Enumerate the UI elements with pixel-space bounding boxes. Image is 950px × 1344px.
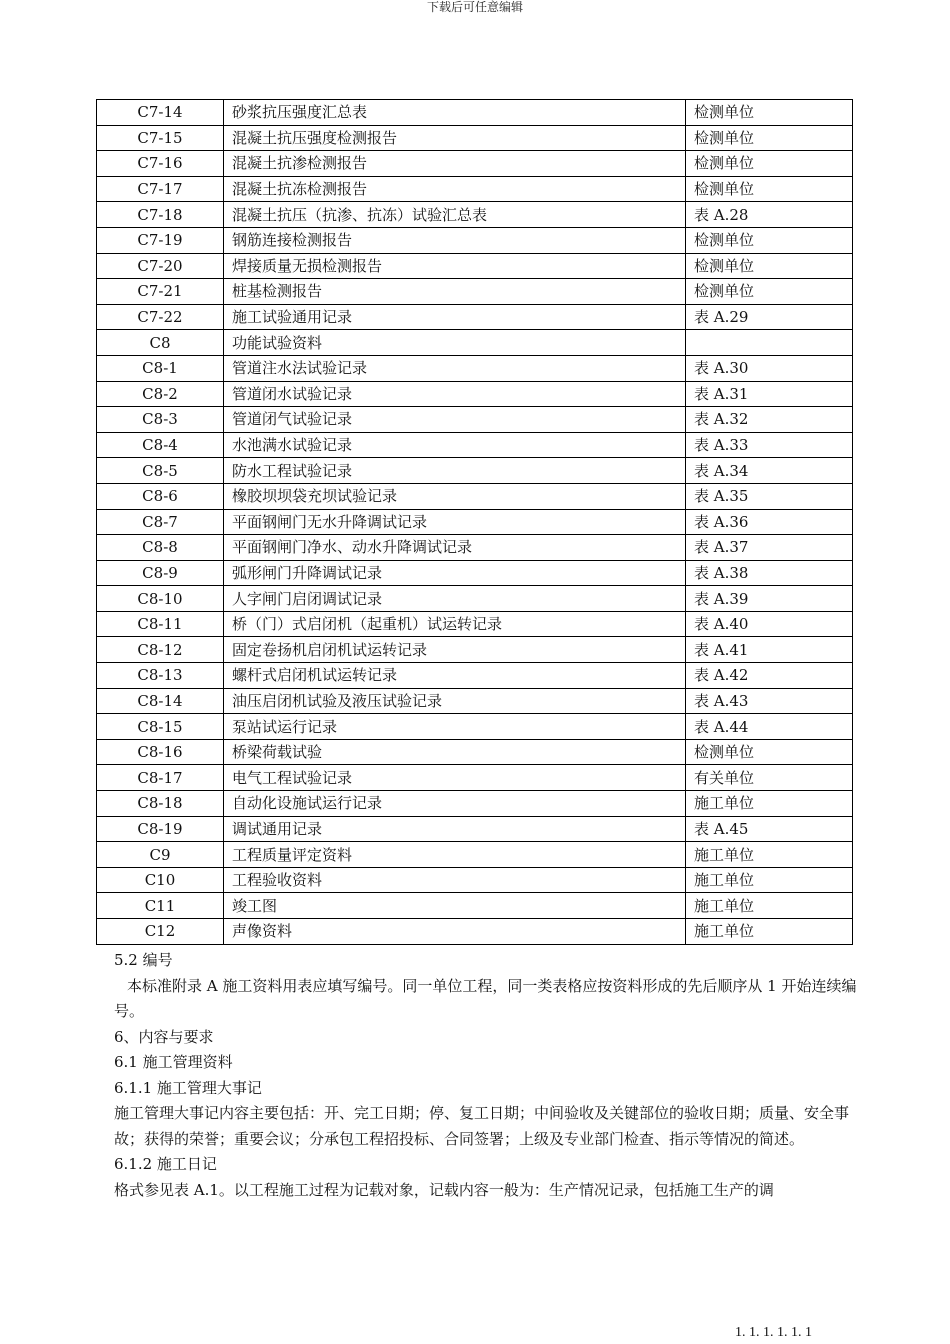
name-cell: 竣工图 [224,893,686,919]
name-cell: 混凝土抗渗检测报告 [224,151,686,177]
reference-cell: 检测单位 [686,279,853,305]
name-cell: 砂浆抗压强度汇总表 [224,100,686,126]
code-cell: C8-7 [97,509,224,535]
table-row [97,381,853,407]
code-cell: C9 [97,842,224,868]
name-cell: 焊接质量无损检测报告 [224,253,686,279]
code-cell: C8-3 [97,407,224,433]
reference-cell: 表 A.45 [686,816,853,842]
reference-cell: 检测单位 [686,176,853,202]
code-cell: C7-19 [97,227,224,253]
code-cell: C8-12 [97,637,224,663]
name-cell: 施工试验通用记录 [224,304,686,330]
page-number: 1. 1. 1. 1. 1. 1 [735,1325,812,1340]
reference-cell: 检测单位 [686,125,853,151]
name-cell: 混凝土抗压强度检测报告 [224,125,686,151]
reference-cell: 表 A.31 [686,381,853,407]
reference-cell: 表 A.29 [686,304,853,330]
table-row [97,739,853,765]
table-row [97,125,853,151]
code-cell: C7-14 [97,100,224,126]
table-row [97,253,853,279]
reference-cell: 检测单位 [686,227,853,253]
code-cell: C7-17 [97,176,224,202]
table-row [97,407,853,433]
name-cell: 桩基检测报告 [224,279,686,305]
code-cell: C8-13 [97,663,224,689]
reference-cell: 表 A.40 [686,611,853,637]
name-cell: 桥梁荷载试验 [224,739,686,765]
reference-cell: 表 A.36 [686,509,853,535]
catalog-table-body [97,100,853,945]
table-row [97,791,853,817]
table-row [97,202,853,228]
table-row [97,151,853,177]
name-cell: 工程验收资料 [224,867,686,893]
name-cell: 油压启闭机试验及液压试验记录 [224,688,686,714]
code-cell: C11 [97,893,224,919]
code-cell: C7-21 [97,279,224,305]
name-cell: 橡胶坝坝袋充坝试验记录 [224,483,686,509]
code-cell: C7-20 [97,253,224,279]
name-cell: 平面钢闸门净水、动水升降调试记录 [224,535,686,561]
table-row [97,688,853,714]
code-cell: C12 [97,919,224,945]
reference-cell: 检测单位 [686,151,853,177]
name-cell: 管道闭水试验记录 [224,381,686,407]
table-row [97,560,853,586]
name-cell: 弧形闸门升降调试记录 [224,560,686,586]
table-row [97,816,853,842]
code-cell: C8-18 [97,791,224,817]
name-cell: 管道注水法试验记录 [224,355,686,381]
code-cell: C8-10 [97,586,224,612]
reference-cell: 表 A.38 [686,560,853,586]
page-header: 下载后可任意编辑 [426,0,523,14]
table-row [97,611,853,637]
reference-cell: 表 A.34 [686,458,853,484]
reference-cell: 表 A.41 [686,637,853,663]
table-row [97,304,853,330]
name-cell: 固定卷扬机启闭机试运转记录 [224,637,686,663]
code-cell: C7-22 [97,304,224,330]
table-row [97,176,853,202]
code-cell: C8-15 [97,714,224,740]
reference-cell: 施工单位 [686,893,853,919]
section-heading-6: 6、内容与要求 [114,1027,214,1046]
code-cell: C8-16 [97,739,224,765]
reference-cell: 检测单位 [686,253,853,279]
table-row [97,100,853,126]
reference-cell: 施工单位 [686,842,853,868]
section-heading-5-2: 5.2 编号 [114,951,173,969]
name-cell: 平面钢闸门无水升降调试记录 [224,509,686,535]
code-cell: C8-1 [97,355,224,381]
code-cell: C8-19 [97,816,224,842]
reference-cell: 施工单位 [686,867,853,893]
document-catalog-table [96,99,853,945]
body-text [114,948,862,1203]
table-row [97,227,853,253]
table-row [97,663,853,689]
table-row [97,893,853,919]
table-row [97,509,853,535]
reference-cell: 表 A.43 [686,688,853,714]
code-cell: C7-15 [97,125,224,151]
section-text-6-1-1: 施工管理大事记内容主要包括：开、完工日期；停、复工日期；中间验收及关键部位的验收日期；质量、安全事故；获得的荣誉；重要会议；分承包工程招投标、合同签署；上级及专业部门检查、指示等情况的简述。 [114,1104,850,1148]
section-text-5-2: 本标准附录 A 施工资料用表应填写编号。同一单位工程，同一类表格应按资料形成的先后顺序从 1 开始连续编号。 [114,976,857,1020]
table-row [97,637,853,663]
code-cell: C8 [97,330,224,356]
table-row [97,330,853,356]
reference-cell: 有关单位 [686,765,853,791]
name-cell: 功能试验资料 [224,330,686,356]
reference-cell: 表 A.33 [686,432,853,458]
reference-cell: 表 A.39 [686,586,853,612]
code-cell: C8-8 [97,535,224,561]
reference-cell: 表 A.44 [686,714,853,740]
reference-cell [686,330,853,356]
reference-cell: 表 A.42 [686,663,853,689]
table-row [97,483,853,509]
name-cell: 螺杆式启闭机试运转记录 [224,663,686,689]
table-row [97,919,853,945]
name-cell: 调试通用记录 [224,816,686,842]
reference-cell: 施工单位 [686,919,853,945]
table-row [97,535,853,561]
code-cell: C7-18 [97,202,224,228]
code-cell: C8-14 [97,688,224,714]
table-row [97,279,853,305]
table-row [97,586,853,612]
code-cell: C10 [97,867,224,893]
reference-cell: 表 A.30 [686,355,853,381]
code-cell: C8-2 [97,381,224,407]
name-cell: 混凝土抗冻检测报告 [224,176,686,202]
code-cell: C8-17 [97,765,224,791]
name-cell: 电气工程试验记录 [224,765,686,791]
section-heading-6-1: 6.1 施工管理资料 [114,1053,233,1071]
name-cell: 声像资料 [224,919,686,945]
table-row [97,765,853,791]
table-row [97,714,853,740]
section-text-6-1-2: 格式参见表 A.1。以工程施工过程为记载对象，记载内容一般为：生产情况记录，包括施工生产的调 [114,1180,774,1199]
table-row [97,432,853,458]
code-cell: C8-6 [97,483,224,509]
name-cell: 混凝土抗压（抗渗、抗冻）试验汇总表 [224,202,686,228]
code-cell: C8-5 [97,458,224,484]
table-row [97,458,853,484]
reference-cell: 表 A.32 [686,407,853,433]
reference-cell: 施工单位 [686,791,853,817]
name-cell: 泵站试运行记录 [224,714,686,740]
reference-cell: 表 A.28 [686,202,853,228]
name-cell: 管道闭气试验记录 [224,407,686,433]
table-row [97,842,853,868]
code-cell: C8-9 [97,560,224,586]
reference-cell: 表 A.35 [686,483,853,509]
section-heading-6-1-2: 6.1.2 施工日记 [114,1155,217,1173]
reference-cell: 检测单位 [686,100,853,126]
table-row [97,355,853,381]
reference-cell: 检测单位 [686,739,853,765]
name-cell: 自动化设施试运行记录 [224,791,686,817]
section-heading-6-1-1: 6.1.1 施工管理大事记 [114,1078,262,1097]
table-row [97,867,853,893]
name-cell: 水池满水试验记录 [224,432,686,458]
code-cell: C8-4 [97,432,224,458]
name-cell: 桥（门）式启闭机（起重机）试运转记录 [224,611,686,637]
name-cell: 人字闸门启闭调试记录 [224,586,686,612]
name-cell: 工程质量评定资料 [224,842,686,868]
name-cell: 钢筋连接检测报告 [224,227,686,253]
code-cell: C8-11 [97,611,224,637]
name-cell: 防水工程试验记录 [224,458,686,484]
code-cell: C7-16 [97,151,224,177]
reference-cell: 表 A.37 [686,535,853,561]
